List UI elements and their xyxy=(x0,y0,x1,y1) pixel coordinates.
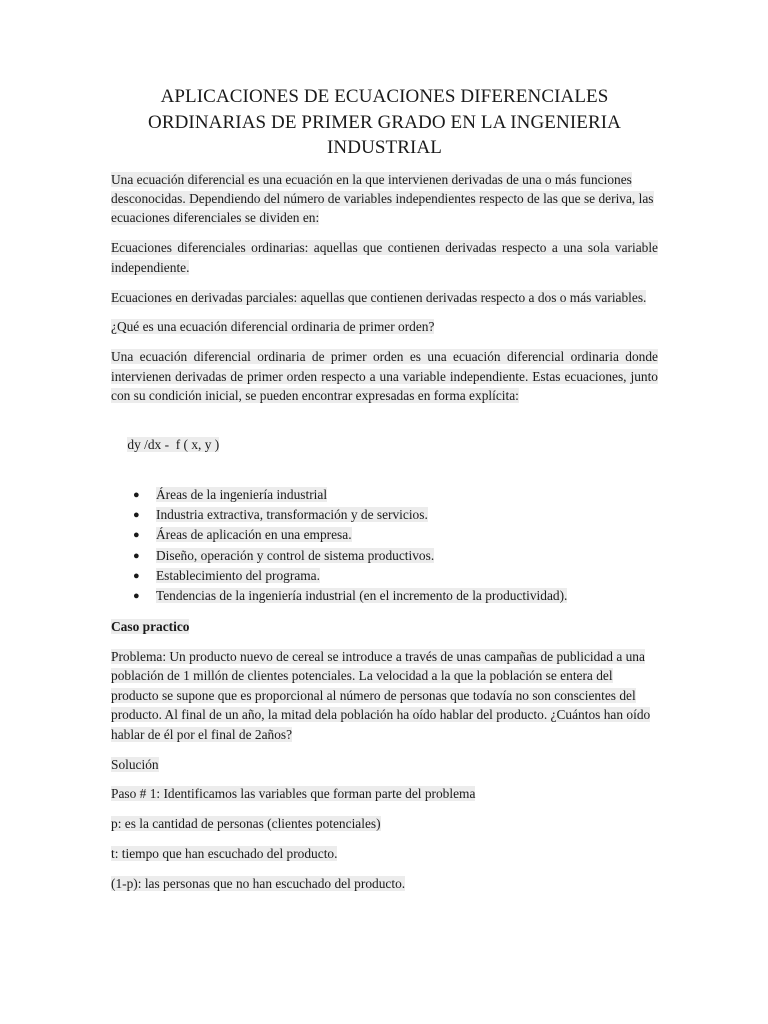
variable-1-p-text: (1-p): las personas que no han escuchado del producto. xyxy=(111,876,406,892)
bullet-dot-icon: ● xyxy=(133,509,140,522)
list-item-text: Establecimiento del programa. xyxy=(156,567,320,583)
answer-text: Una ecuación diferencial ordinaria de primer orden es una ecuación diferencial ordinaria donde intervienen derivadas de primer orden respecto a una variable independiente. Estas ecuaciones, junto con su condición inicial, se pueden encontrar expresadas en forma explícita: xyxy=(111,349,658,404)
document-page xyxy=(111,84,658,904)
solucion-text: Solución xyxy=(111,756,159,772)
answer-paragraph xyxy=(111,347,658,405)
variable-t-text: t: tiempo que han escuchado del producto. xyxy=(111,846,338,862)
bullet-dot-icon: ● xyxy=(133,569,140,582)
list-item-text: Áreas de la ingeniería industrial xyxy=(156,486,328,502)
ordinarias-text: Ecuaciones diferenciales ordinarias: aquellas que contienen derivadas respecto a una sola variable independiente. xyxy=(111,240,658,275)
parciales-paragraph xyxy=(111,288,658,307)
list-item-text: Industria extractiva, transformación y de servicios. xyxy=(156,507,428,523)
paso1-paragraph xyxy=(111,784,658,803)
variable-t xyxy=(111,844,658,863)
list-item xyxy=(111,505,658,525)
parciales-text: Ecuaciones en derivadas parciales: aquellas que contienen derivadas respecto a dos o más variables. xyxy=(111,289,647,305)
list-item xyxy=(111,525,658,545)
solucion-label xyxy=(111,755,658,774)
question-text: ¿Qué es una ecuación diferencial ordinaria de primer orden? xyxy=(111,319,435,335)
bullet-dot-icon: ● xyxy=(133,549,140,562)
list-item xyxy=(111,586,658,606)
list-item xyxy=(111,485,658,505)
list-item-text: Diseño, operación y control de sistema productivos. xyxy=(156,547,435,563)
bullet-list xyxy=(111,485,658,607)
problema-paragraph xyxy=(111,647,658,744)
list-item xyxy=(111,546,658,566)
formula-text: dy /dx - f ( x, y ) xyxy=(127,437,220,453)
bullet-dot-icon: ● xyxy=(133,529,140,542)
list-item xyxy=(111,566,658,586)
intro-text: Una ecuación diferencial es una ecuación en la que intervienen derivadas de una o más funciones desconocidas. Dependiendo del número de variables independientes respecto de las que se deriva, las ecuaciones diferenciales se dividen en: xyxy=(111,171,654,226)
document-title xyxy=(111,84,658,161)
caso-heading-text: Caso practico xyxy=(111,619,190,635)
formula xyxy=(114,416,658,474)
variable-1-p xyxy=(111,874,658,893)
ordinarias-paragraph xyxy=(111,238,658,277)
question-paragraph xyxy=(111,317,658,336)
intro-paragraph xyxy=(111,170,658,228)
bullet-dot-icon: ● xyxy=(133,590,140,603)
variable-p xyxy=(111,814,658,833)
bullet-dot-icon: ● xyxy=(133,488,140,501)
variable-p-text: p: es la cantidad de personas (clientes potenciales) xyxy=(111,816,381,832)
paso1-text: Paso # 1: Identificamos las variables que forman parte del problema xyxy=(111,786,476,802)
problema-text: Problema: Un producto nuevo de cereal se introduce a través de unas campañas de publicidad a una población de 1 millón de clientes potenciales. La velocidad a la que la población se entera del producto se supone que es proporcional al número de personas que todavía no son conscientes del producto. Al final de un año, la mitad dela población ha oído hablar del producto. ¿Cuántos han oído hablar de él por el final de 2años? xyxy=(111,648,651,742)
caso-heading xyxy=(111,617,658,636)
list-item-text: Áreas de aplicación en una empresa. xyxy=(156,527,352,543)
list-item-text: Tendencias de la ingeniería industrial (en el incremento de la productividad). xyxy=(156,588,568,604)
document-title-text: APLICACIONES DE ECUACIONES DIFERENCIALES ORDINARIAS DE PRIMER GRADO EN LA INGENIERIA INDUSTRIAL xyxy=(148,86,621,158)
